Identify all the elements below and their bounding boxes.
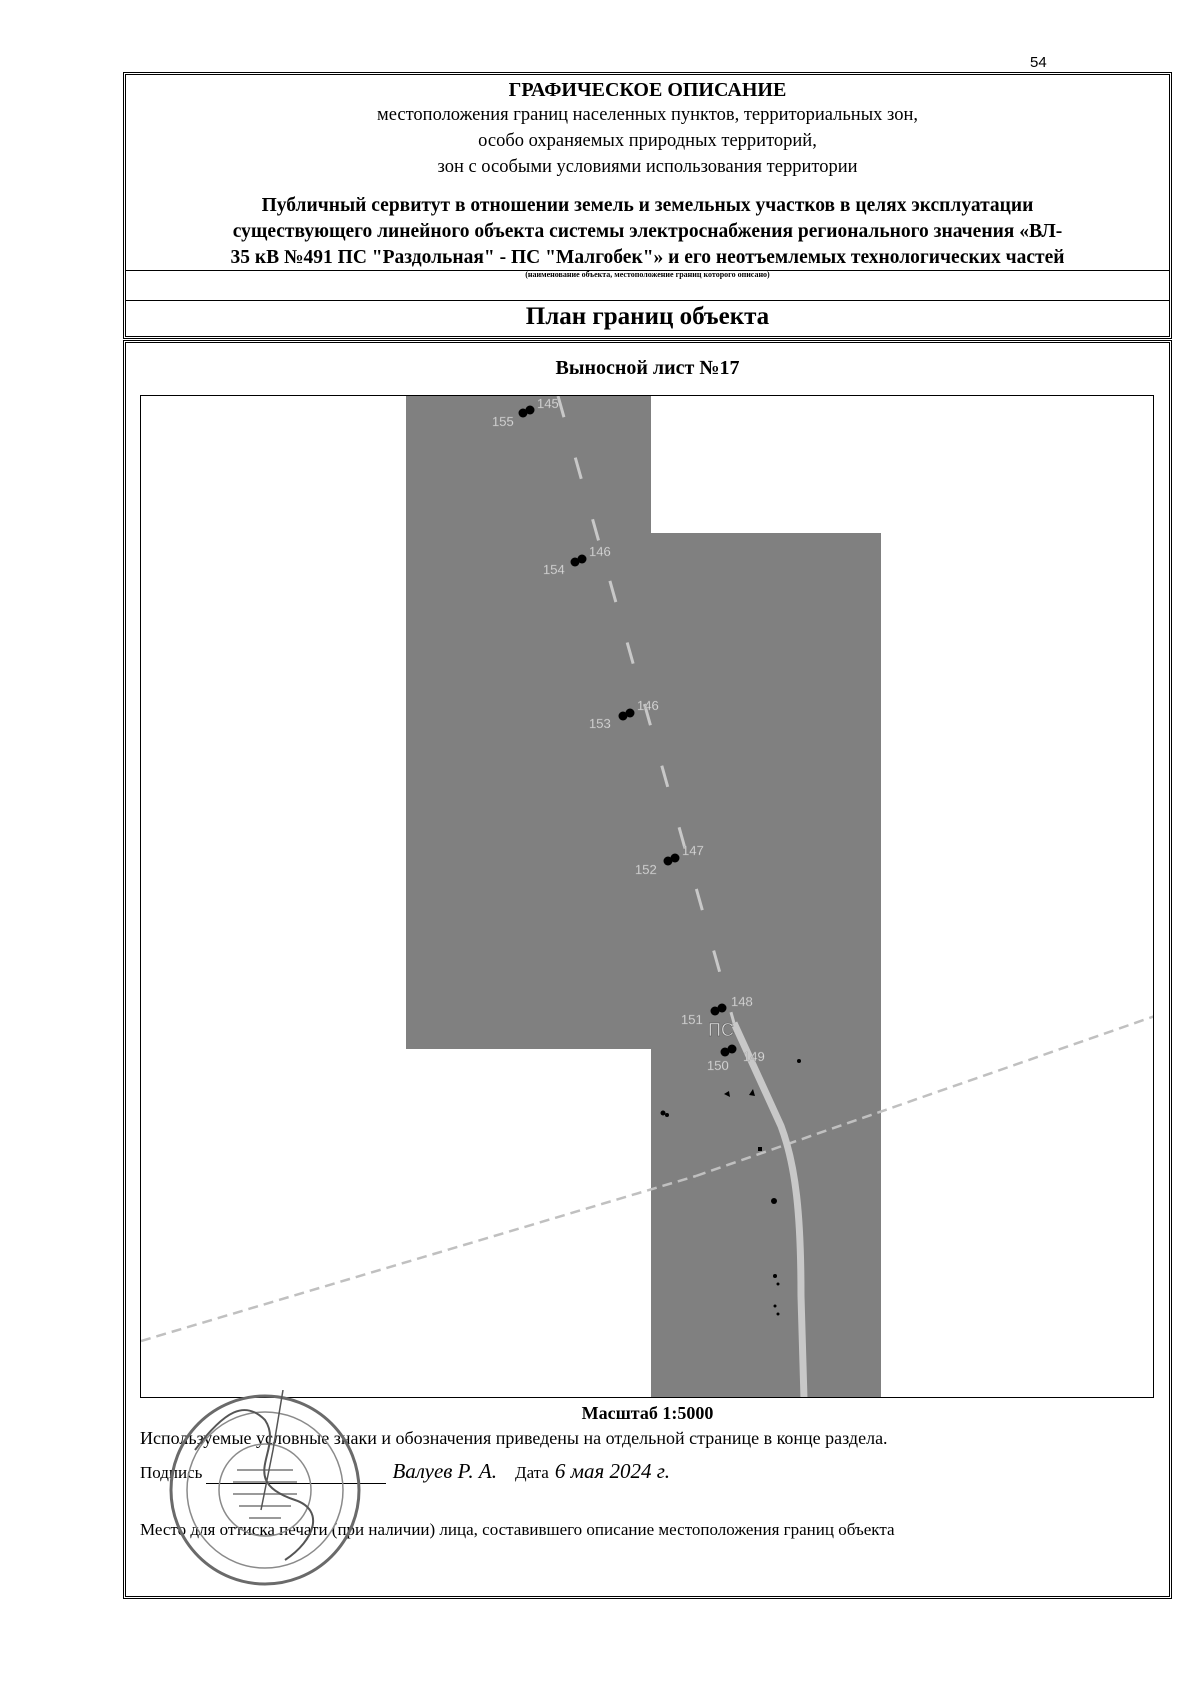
point-label-153: 153 (589, 716, 611, 731)
object-caption: (наименование объекта, местоположение границ которого описано) (525, 270, 770, 279)
date-label: Дата (514, 1463, 549, 1482)
object-line-3: 35 кВ №491 ПС "Раздольная" - ПС "Малгобек"» и его неотъемлемых технологических частей (230, 247, 1065, 268)
map-canvas (141, 396, 1154, 1398)
point-marker (626, 709, 635, 718)
object-line-1: Публичный сервитут в отношении земель и земельных участков в целях эксплуатации (261, 195, 1034, 216)
point-label-151: 151 (681, 1012, 703, 1027)
sheet-title: Выносной лист №17 (555, 357, 740, 379)
point-label-148: 148 (731, 994, 753, 1009)
header-frame (123, 72, 1172, 339)
point-label-149: 149 (743, 1049, 765, 1064)
point-label-146b: 146 (637, 698, 659, 713)
subtitle-line-2: особо охраняемых природных территорий, (478, 131, 817, 151)
subtitle-line-3: зон с особыми условиями использования территории (437, 157, 858, 177)
point-label-152: 152 (635, 862, 657, 877)
page-number: 54 (1030, 54, 1047, 71)
easement-area (406, 396, 881, 1398)
point-label-150: 150 (707, 1058, 729, 1073)
dashed-line-lower (141, 1176, 696, 1341)
seal-stamp (165, 1390, 365, 1590)
plan-title: План границ объекта (525, 303, 770, 330)
map-view (140, 395, 1154, 1398)
point-label-145: 145 (537, 396, 559, 411)
legend-note: Используемые условные знаки и обозначения приведены на отдельной странице в конце раздела. (140, 1428, 888, 1448)
point-label-146a: 146 (589, 544, 611, 559)
point-marker (578, 555, 587, 564)
point-marker (728, 1045, 737, 1054)
map-scale: Масштаб 1:5000 (581, 1403, 714, 1423)
signer-name: Валуев Р. А. (392, 1459, 497, 1483)
substation-label: ПС (708, 1020, 734, 1040)
point-marker (526, 406, 535, 415)
date-value: 6 мая 2024 г. (554, 1459, 670, 1483)
document-title: ГРАФИЧЕСКОЕ ОПИСАНИЕ (508, 79, 787, 101)
point-label-147: 147 (682, 843, 704, 858)
point-label-155: 155 (492, 414, 514, 429)
plan-divider (126, 300, 1169, 301)
signature-label: Подпись (140, 1463, 203, 1482)
object-line-2: существующего линейного объекта системы электроснабжения регионального значения «ВЛ- (232, 221, 1063, 242)
point-marker (718, 1004, 727, 1013)
stamp-note: Место для оттиска печати (при наличии) лица, составившего описание местоположения границ объекта (140, 1520, 895, 1539)
point-marker (671, 854, 680, 863)
point-label-154: 154 (543, 562, 565, 577)
subtitle-line-1: местоположения границ населенных пунктов, территориальных зон, (376, 105, 918, 125)
